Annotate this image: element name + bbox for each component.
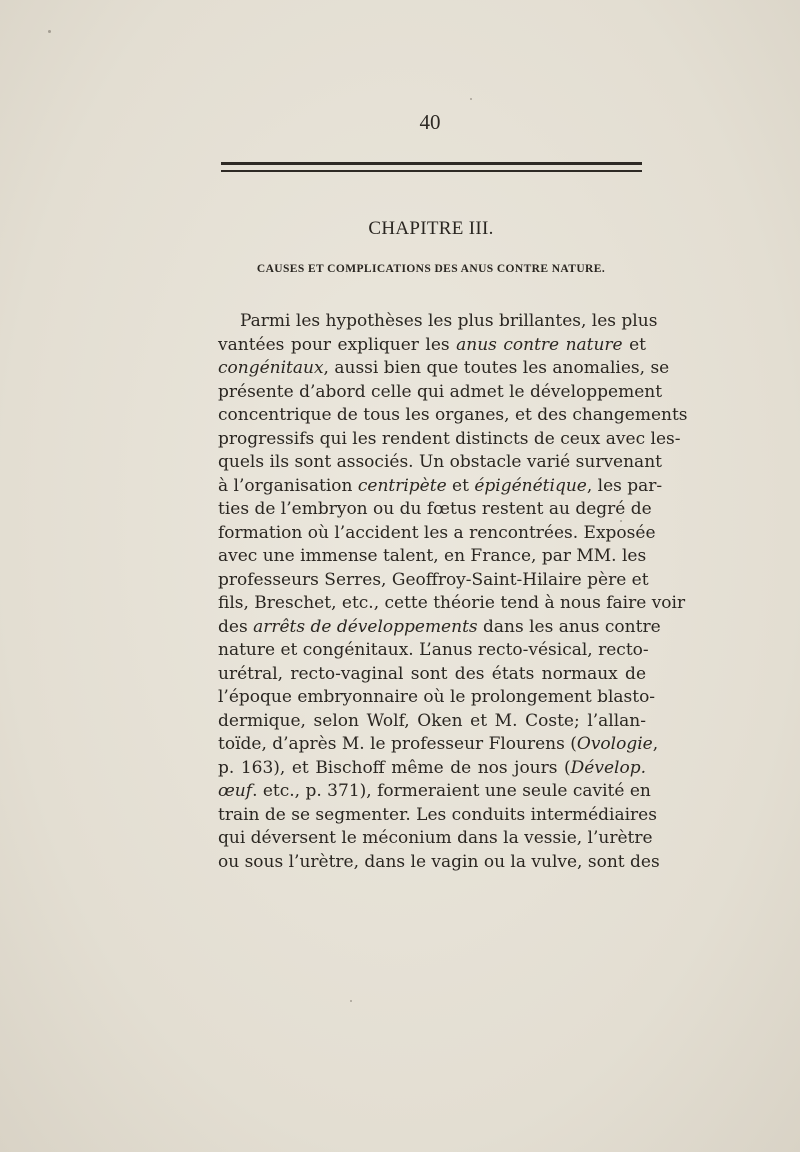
text-segment: , aussi bien que toutes les anomalies, se [323,358,670,378]
text-segment: présente d’abord celle qui admet le développement [218,381,663,402]
body-text [218,310,688,874]
text-line [218,428,681,452]
text-line [218,780,651,804]
paper-speck [48,30,51,33]
text-segment: urétral, recto-vaginal sont des états normaux de [218,663,646,684]
text-segment: l’époque embryonnaire où le prolongement blasto- [218,687,656,707]
text-segment: . etc., p. 371), formeraient une seule cavité en [252,781,651,801]
text-line [218,616,661,640]
italic-text: arrêts de développements [253,616,478,637]
text-segment: concentrique de tous les organes, et des changements [218,405,688,425]
text-segment: Parmi les hypothèses les plus brillantes, les plus [240,311,658,331]
text-segment: des [218,616,254,637]
text-line [218,357,670,381]
text-line [218,592,686,616]
text-line [218,451,662,475]
italic-text: Ovologie [576,734,653,754]
text-segment: toïde, d’après M. le professeur Flourens ( [218,734,577,754]
text-line [218,545,646,569]
paper-speck [470,98,472,100]
text-segment: et [446,475,475,496]
text-segment: quels ils sont associés. Un obstacle varié survenant [218,452,662,472]
text-line [218,310,658,334]
italic-text: œuf [218,781,253,801]
text-line [218,381,663,405]
header-rule-thin [221,170,642,172]
text-line [218,522,656,546]
text-segment: à l’organisation [218,475,358,496]
header-rule-thick [221,162,642,165]
text-segment: train de se segmenter. Les conduits intermédiaires [218,804,657,825]
italic-text: centripète [357,475,447,496]
text-line [218,686,656,710]
text-segment: et [622,334,646,355]
text-line [218,334,646,358]
text-line [218,804,657,828]
text-segment: ties de l’embryon ou du fœtus restent au degré de [218,499,652,519]
text-line [218,710,646,734]
page-number: 40 [419,110,441,134]
italic-text: congénitaux [218,358,324,378]
text-line [218,851,660,875]
text-line [218,827,653,851]
text-line [218,498,652,522]
chapter-title: CHAPITRE III. [368,218,494,239]
italic-text: épigénétique [474,475,587,496]
text-segment: , [652,734,659,754]
text-segment: formation où l’accident les a rencontrées. Exposée [218,522,656,543]
text-line [218,475,663,499]
italic-text: anus contre nature [456,334,623,355]
text-segment: , les par- [586,475,663,496]
text-segment: dans les anus contre [477,616,661,637]
text-segment: avec une immense talent, en France, par MM. les [218,546,647,566]
text-segment: progressifs qui les rendent distincts de ceux avec les- [218,428,681,449]
text-line [218,569,649,593]
text-segment: professeurs Serres, Geoffroy-Saint-Hilaire père et [218,569,649,590]
text-segment: dermique, selon Wolf, Oken et M. Coste; l’allan- [218,710,646,731]
italic-text: Dévelop. [570,757,646,778]
paper-speck [350,1000,352,1002]
text-line [218,404,688,428]
paper-speck [620,520,622,522]
chapter-subtitle: CAUSES ET COMPLICATIONS DES ANUS CONTRE NATURE. [256,263,606,275]
text-segment: qui déversent le méconium dans la vessie, l’urètre [218,828,653,848]
text-segment: fils, Breschet, etc., cette théorie tend à nous faire voir [218,593,686,613]
text-line [218,757,646,781]
text-segment: p. 163), et Bischoff même de nos jours ( [218,757,571,778]
text-segment: vantées pour expliquer les [218,334,457,355]
text-line [218,663,646,687]
text-line [218,639,649,663]
text-segment: nature et congénitaux. L’anus recto-vésical, recto- [218,640,649,660]
text-segment: ou sous l’urètre, dans le vagin ou la vulve, sont des [218,851,660,872]
text-line [218,733,659,757]
